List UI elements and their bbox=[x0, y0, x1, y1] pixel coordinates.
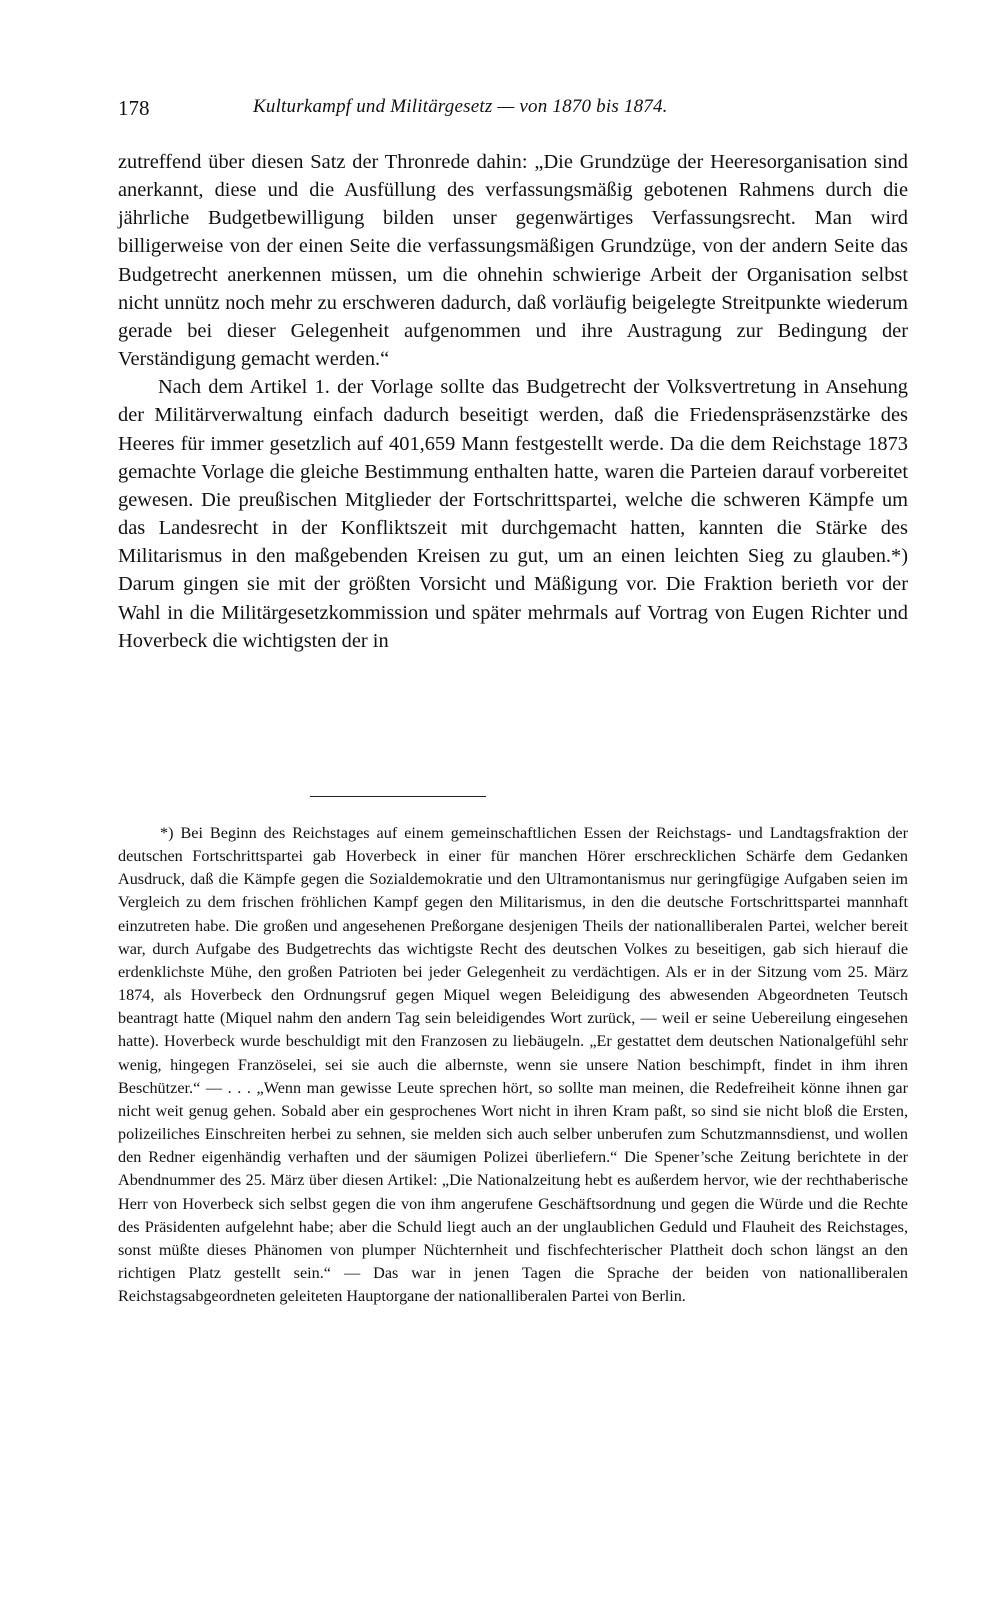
page-header bbox=[118, 96, 908, 128]
paragraph-1: zutreffend über diesen Satz der Thronrede dahin: „Die Grundzüge der Heeresorganisation sind anerkannt, diese und die Ausfüllung des verfassungsmäßig gebotenen Rahmens durch die jährliche Budgetbewilligung bilden unser gegenwärtiges Verfassungsrecht. Man wird billigerweise von der einen Seite die verfassungsmäßigen Grundzüge, von der andern Seite das Budgetrecht anerkennen müssen, um die ohnehin schwierige Arbeit der Organisation selbst nicht unnütz noch mehr zu erschweren dadurch, daß vorläufig beigelegte Streitpunkte wiederum gerade bei dieser Gelegenheit aufgenommen und ihre Austragung zur Bedingung der Verständigung gemacht werden.“ bbox=[118, 151, 908, 371]
main-text bbox=[118, 148, 908, 655]
footnote: *) Bei Beginn des Reichstages auf einem gemeinschaftlichen Essen der Reichstags- und Landtagsfraktion der deutschen Fortschrittspartei gab Hoverbeck in einer für manchen Hörer erschrecklichen Schärfe dem Gedanken Ausdruck, daß die Kämpfe gegen die Sozialdemokratie und den Ultramontanismus nur geringfügige Aufgaben seien im Vergleich zu dem frischen fröhlichen Kampf gegen den Militarismus, in den die deutsche Fortschrittspartei mannhaft einzutreten habe. Die großen und angesehenen Preßorgane desjenigen Theils der nationalliberalen Partei, welcher bereit war, durch Aufgabe des Budgetrechts das wichtigste Recht des deutschen Volkes zu beseitigen, gab sich hierauf die erdenklichste Mühe, den großen Patrioten bei jeder Gelegenheit zu verdächtigen. Als er in der Sitzung vom 25. März 1874, als Hoverbeck den Ordnungsruf gegen Miquel wegen Beleidigung des abwesenden Abgeordneten Teutsch beantragt hatte (Miquel nahm den andern Tag sein beleidigendes Wort zurück, — weil er seine Uebereilung eingesehen hatte). Hoverbeck wurde beschuldigt mit den Franzosen zu liebäugeln. „Er gestattet dem deutschen Nationalgefühl sehr wenig, hingegen Französelei, sei sie auch die albernste, wenn sie unsere Nation beschimpft, findet in ihm ihren Beschützer.“ — . . . „Wenn man gewisse Leute sprechen hört, so sollte man meinen, die Redefreiheit könne ihnen gar nicht weit genug gehen. Sobald aber ein gesprochenes Wort nicht in ihren Kram paßt, so sind sie nicht bloß die Ersten, polizeiliches Einschreiten herbei zu sehnen, sie melden sich auch selber unberufen zum Schutzmannsdienst, und wollen den Redner eigenhändig verhaften und der säumigen Polizei überliefern.“ Die Spener’sche Zeitung berichtete in der Abendnummer des 25. März über diesen Artikel: „Die Nationalzeitung hebt es außerdem hervor, wie der rechthaberische Herr von Hoverbeck sich selbst gegen die von ihm angerufene Geschäftsordnung und gegen die Würde und die Rechte des Präsidenten aufgelehnt habe; aber die Schuld liegt auch an der unglaublichen Geduld und Flauheit des Reichstages, sonst müßte dieses Phänomen von plumper Nüchternheit und fischfechterischer Plattheit doch schon längst an den richtigen Platz gestellt sein.“ — Das war in jenen Tagen die Sprache der beiden von nationalliberalen Reichstagsabgeordneten geleiteten Hauptorgane der nationalliberalen Partei von Berlin. bbox=[118, 824, 908, 1306]
footnote-divider bbox=[310, 796, 486, 797]
page-number: 178 bbox=[118, 96, 150, 120]
paragraph-2: Nach dem Artikel 1. der Vorlage sollte das Budgetrecht der Volksvertretung in Ansehung der Militärverwaltung einfach dadurch beseitigt werden, daß die Friedenspräsenzstärke des Heeres für immer gesetzlich auf 401,659 Mann festgestellt werde. Da die dem Reichstage 1873 gemachte Vorlage die gleiche Bestimmung enthalten hatte, waren die Parteien darauf vorbereitet gewesen. Die preußischen Mitglieder der Fortschrittspartei, welche die schweren Kämpfe um das Landesrecht in der Konfliktszeit mit durchgemacht hatten, kannten die Stärke des Militarismus in den maßgebenden Kreisen zu gut, um an einen leichten Sieg zu glauben.*) Darum gingen sie mit der größten Vorsicht und Mäßigung vor. Die Fraktion berieth vor der Wahl in die Militärgesetzkommission und später mehrmals auf Vortrag von Eugen Richter und Hoverbeck die wichtigsten der in bbox=[118, 376, 908, 652]
running-title: Kulturkampf und Militärgesetz — von 1870 bis 1874. bbox=[253, 96, 668, 117]
